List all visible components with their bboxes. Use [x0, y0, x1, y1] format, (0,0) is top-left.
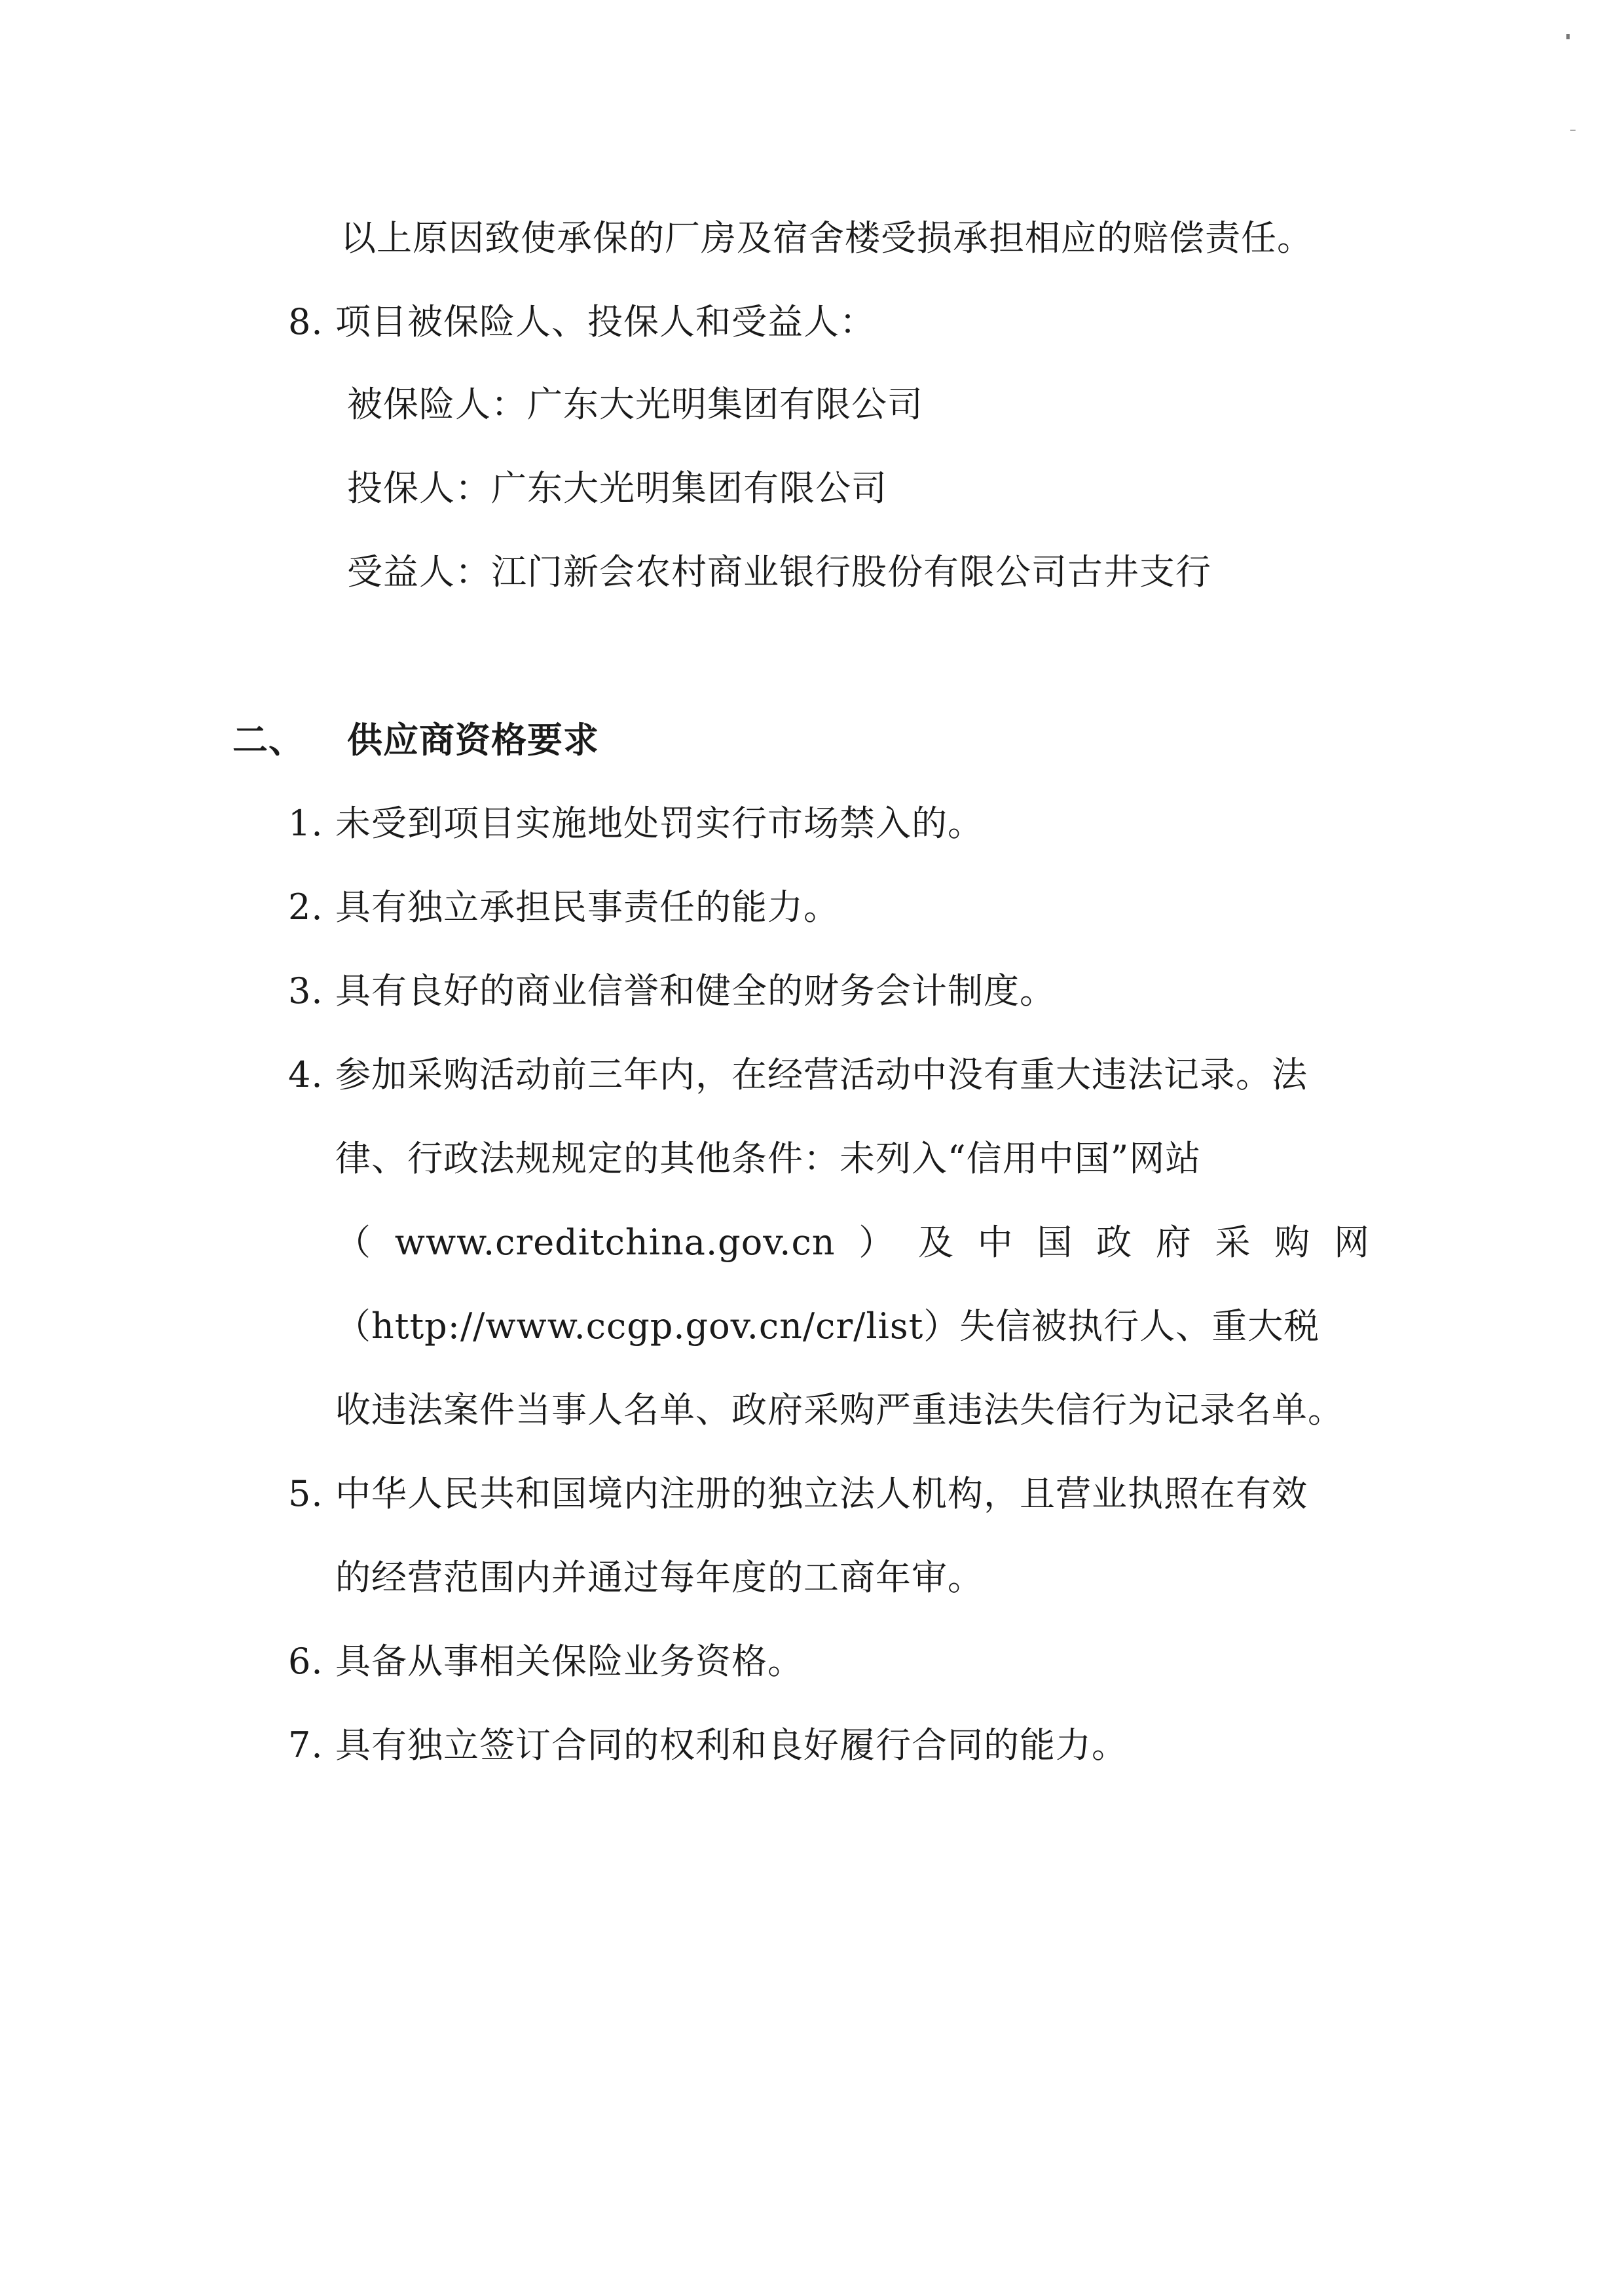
item-text-line: 参加采购活动前三年内，在经营活动中没有重大违法记录。法	[335, 1054, 1308, 1095]
text-segment: 中	[977, 1222, 1014, 1263]
section-2-heading	[232, 716, 599, 763]
insured-line: 被保险人：广东大光明集团有限公司	[347, 384, 923, 425]
item-4-line-5: 收违法案件当事人名单、政府采购严重违法失信行为记录名单。	[335, 1389, 1344, 1430]
requirement-item-7	[288, 1722, 1128, 1769]
item-8	[288, 299, 876, 346]
requirement-item-3	[288, 968, 1056, 1015]
item-number: 5.	[288, 1473, 323, 1514]
item-text: 具有良好的商业信誉和健全的财务会计制度。	[335, 970, 1056, 1011]
item-number: 7.	[288, 1724, 323, 1766]
item-text: 具备从事相关保险业务资格。	[335, 1641, 803, 1682]
beneficiary-line: 受益人：江门新会农村商业银行股份有限公司古井支行	[347, 551, 1211, 592]
policyholder-line: 投保人：广东大光明集团有限公司	[347, 467, 887, 509]
item-number: 6.	[288, 1641, 323, 1682]
item-text-line: 中华人民共和国境内注册的独立法人机构，且营业执照在有效	[335, 1473, 1308, 1514]
item-8-number: 8.	[288, 301, 323, 342]
section-2-number: 二、	[232, 719, 304, 761]
item-5-line-2: 的经营范围内并通过每年度的工商年审。	[335, 1557, 984, 1598]
text-segment: 采	[1215, 1222, 1251, 1263]
text-segment: （	[335, 1222, 371, 1263]
scan-speck	[1566, 34, 1570, 39]
item-8-text: 项目被保险人、投保人和受益人：	[335, 301, 876, 342]
requirement-item-6	[288, 1638, 803, 1685]
scan-speck	[1570, 130, 1576, 131]
url-creditchina: www.creditchina.gov.cn	[394, 1222, 836, 1263]
text-segment: 网	[1333, 1222, 1370, 1263]
continuation-text: 以上原因致使承保的厂房及宿舍楼受损承担相应的赔偿责任。	[341, 217, 1313, 259]
text-segment: 国	[1037, 1222, 1073, 1263]
item-number: 3.	[288, 970, 323, 1011]
requirement-item-5	[288, 1470, 1308, 1518]
requirement-item-4	[288, 1051, 1308, 1099]
requirement-item-1	[288, 800, 984, 847]
item-4-line-4: （http://www.ccgp.gov.cn/cr/list）失信被执行人、重大税	[335, 1305, 1320, 1347]
text-segment: 及	[917, 1222, 954, 1263]
section-2-title: 供应商资格要求	[347, 719, 599, 761]
item-text: 未受到项目实施地处罚实行市场禁入的。	[335, 803, 984, 844]
item-text: 具有独立签订合同的权利和良好履行合同的能力。	[335, 1724, 1128, 1766]
item-4-line-3	[335, 1219, 1370, 1266]
text-segment: 政	[1096, 1222, 1133, 1263]
text-segment: 购	[1274, 1222, 1311, 1263]
item-text: 具有独立承担民事责任的能力。	[335, 886, 840, 928]
text-segment: 府	[1155, 1222, 1192, 1263]
text-segment: ）	[858, 1222, 895, 1263]
requirement-item-2	[288, 884, 840, 931]
item-number: 2.	[288, 886, 323, 928]
item-4-line-2: 律、行政法规规定的其他条件：未列入“信用中国”网站	[335, 1138, 1202, 1179]
item-number: 4.	[288, 1054, 323, 1095]
item-number: 1.	[288, 803, 323, 844]
